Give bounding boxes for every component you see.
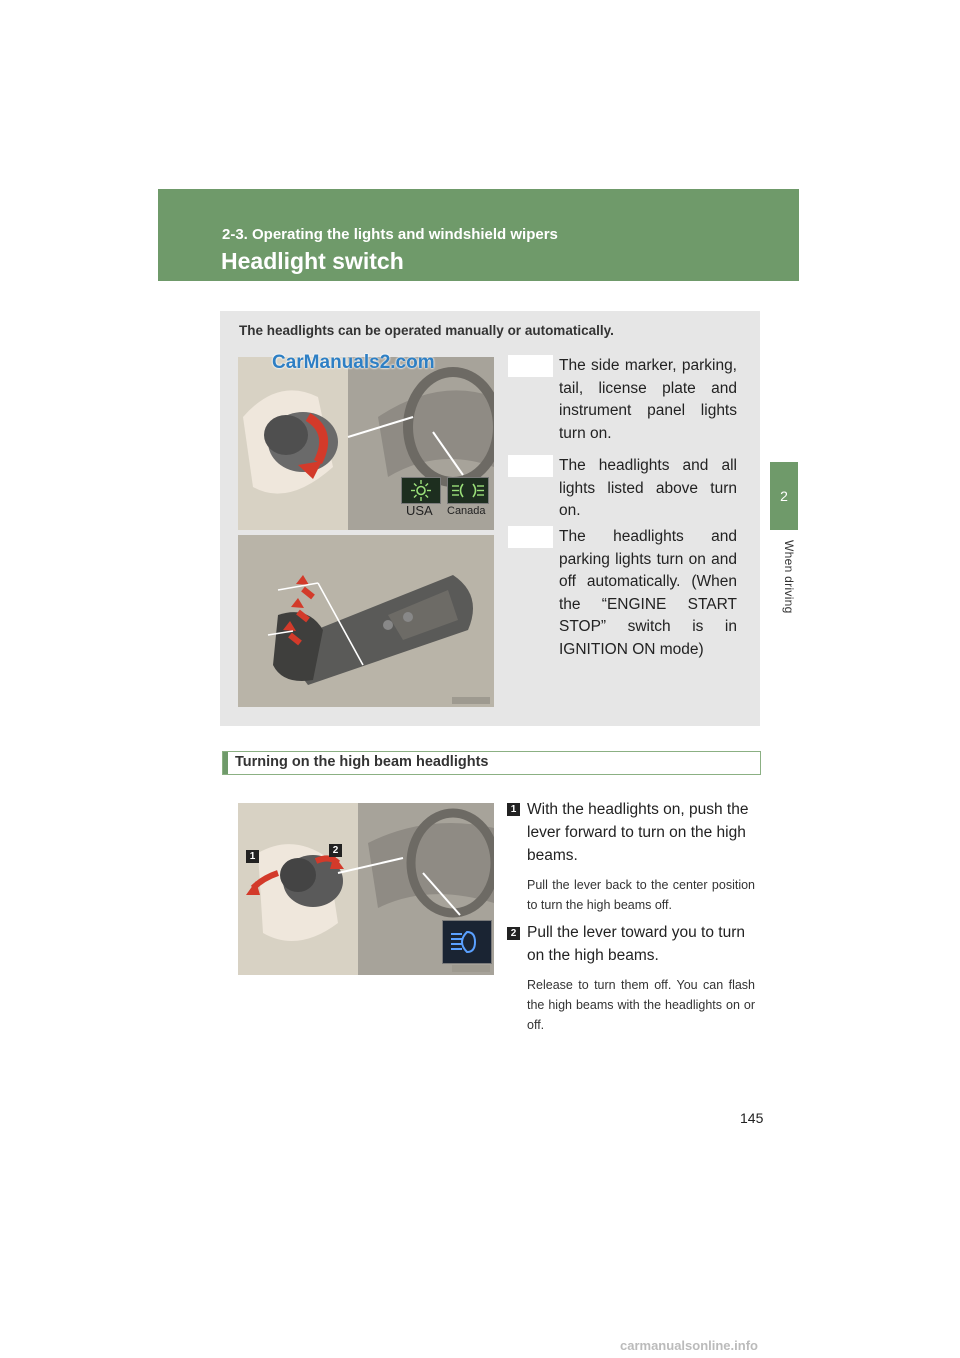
chapter-label: When driving [782,540,796,614]
intro-text: The headlights can be operated manually or automatically. [239,323,614,338]
parking-light-icon [402,478,440,503]
step-2-text: Pull the lever toward you to turn on the high beams. [527,924,745,964]
step-1-text: With the headlights on, push the lever forward to turn on the high beams. [527,801,749,864]
usa-light-icon-box [401,477,441,504]
photo-badge-1: 1 [246,850,259,863]
heading-accent [223,752,228,774]
position-cell-3 [508,526,553,548]
chapter-number: 2 [780,488,788,504]
section-label: 2-3. Operating the lights and windshield wipers [222,226,558,243]
photo-badge-2: 2 [329,844,342,857]
step-1-note: Pull the lever back to the center position to turn the high beams off. [527,878,755,912]
position-cell-2 [508,455,553,477]
canada-light-icon-box [447,477,489,504]
position-desc-3: The headlights and parking lights turn on and off automatically. (When the “ENGINE START STOP” switch is in IGNITION ON mode) [559,528,737,658]
chapter-tab[interactable] [770,462,798,530]
position-desc-1: The side marker, parking, tail, license plate and instrument panel lights turn on. [559,357,737,442]
canada-label: Canada [447,505,486,517]
high-beam-heading: Turning on the high beam headlights [235,754,489,770]
lever-positions-photo [238,535,494,707]
high-beam-icon [443,921,491,963]
page-number: 145 [740,1110,764,1126]
step-badge-1: 1 [507,803,520,816]
watermark: CarManuals2.com [272,352,435,373]
footer-watermark: carmanualsonline.info [620,1338,758,1353]
high-beam-icon-box [442,920,492,964]
position-desc-2: The headlights and all lights listed above turn on. [559,457,737,519]
high-beam-heading-bar [222,751,761,775]
parking-light-canada-icon [448,478,488,503]
page-title: Headlight switch [221,248,404,274]
usa-label: USA [406,503,433,518]
step-badge-2: 2 [507,927,520,940]
position-cell-1 [508,355,553,377]
step-2-note: Release to turn them off. You can flash the high beams with the headlights on or off. [527,978,755,1032]
